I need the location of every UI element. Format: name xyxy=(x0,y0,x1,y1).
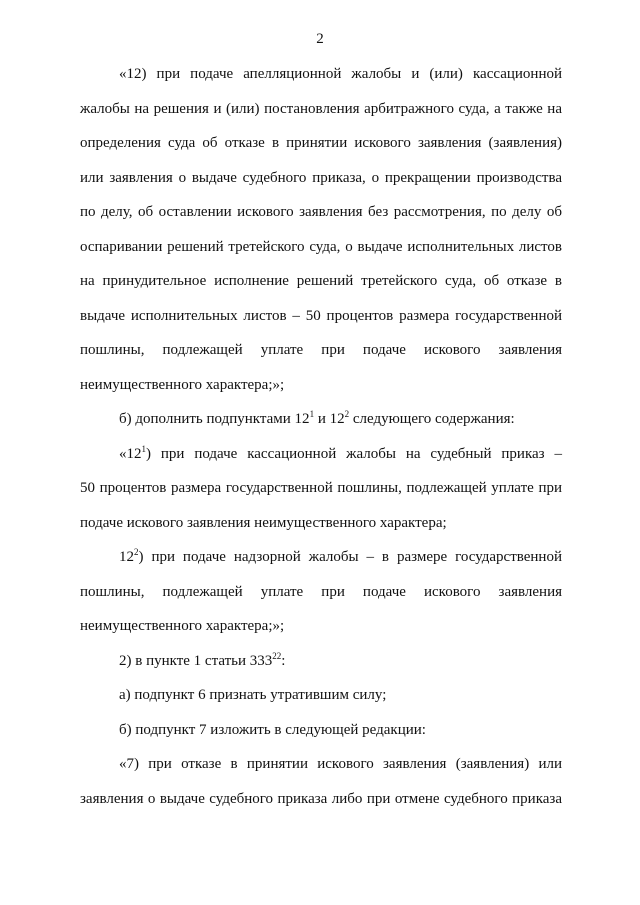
text-line xyxy=(80,442,562,477)
page-number: 2 xyxy=(316,31,324,47)
text-segment: : xyxy=(281,652,286,669)
text-line: пошлины, подлежащей уплате при подаче искового заявления xyxy=(80,583,562,600)
text-segment: 12 xyxy=(119,549,134,565)
text-line: неимущественного характера;»; xyxy=(80,376,285,393)
text-segment: следующего содержания: xyxy=(349,411,515,427)
text-line: «7) при отказе в принятии искового заявления (заявления) или xyxy=(119,756,562,772)
text-segment: ) при подаче надзорной жалобы – в размере государственной xyxy=(138,549,562,565)
text-segment: и 12 xyxy=(314,411,345,427)
superscript: 1 xyxy=(141,443,146,454)
text-line: или заявления о выдаче судебного приказа, о прекращении производства xyxy=(80,169,562,186)
document-body xyxy=(80,62,562,821)
text-line: по делу, об оставлении искового заявления без рассмотрения, по делу об xyxy=(80,204,562,220)
superscript: 22 xyxy=(272,650,282,661)
text-segment: 2) в пункте 1 статьи 333 xyxy=(119,652,273,669)
text-segment: ) при подаче кассационной жалобы на судебный приказ – xyxy=(146,445,562,462)
text-line xyxy=(80,545,562,580)
text-line: оспаривании решений третейского суда, о выдаче исполнительных листов xyxy=(80,238,562,255)
text-segment: «12 xyxy=(119,445,142,462)
superscript: 1 xyxy=(309,409,315,419)
text-line: заявления о выдаче судебного приказа либо при отмене судебного приказа xyxy=(80,790,562,807)
text-line: жалобы на решения и (или) постановления арбитражного суда, а также на xyxy=(80,100,562,117)
text-line: пошлины, подлежащей уплате при подаче искового заявления xyxy=(80,342,562,358)
text-line: подаче искового заявления неимущественного характера; xyxy=(80,514,447,531)
text-line: выдаче исполнительных листов – 50 процентов размера государственной xyxy=(80,307,562,324)
text-line: 50 процентов размера государственной пошлины, подлежащей уплате при xyxy=(80,480,562,496)
superscript: 2 xyxy=(344,409,350,419)
text-line xyxy=(80,649,562,684)
text-line: неимущественного характера;»; xyxy=(80,618,285,634)
superscript: 2 xyxy=(134,547,139,557)
text-segment: б) дополнить подпунктами 12 xyxy=(119,411,310,427)
text-line: определения суда об отказе в принятии искового заявления (заявления) xyxy=(80,135,562,151)
text-line: б) подпункт 7 изложить в следующей редакции: xyxy=(119,721,426,738)
text-line: «12) при подаче апелляционной жалобы и (или) кассационной xyxy=(119,66,562,82)
text-line xyxy=(80,407,562,442)
text-line: на принудительное исполнение решений третейского суда, об отказе в xyxy=(80,273,562,289)
text-line: а) подпункт 6 признать утратившим силу; xyxy=(119,687,387,703)
